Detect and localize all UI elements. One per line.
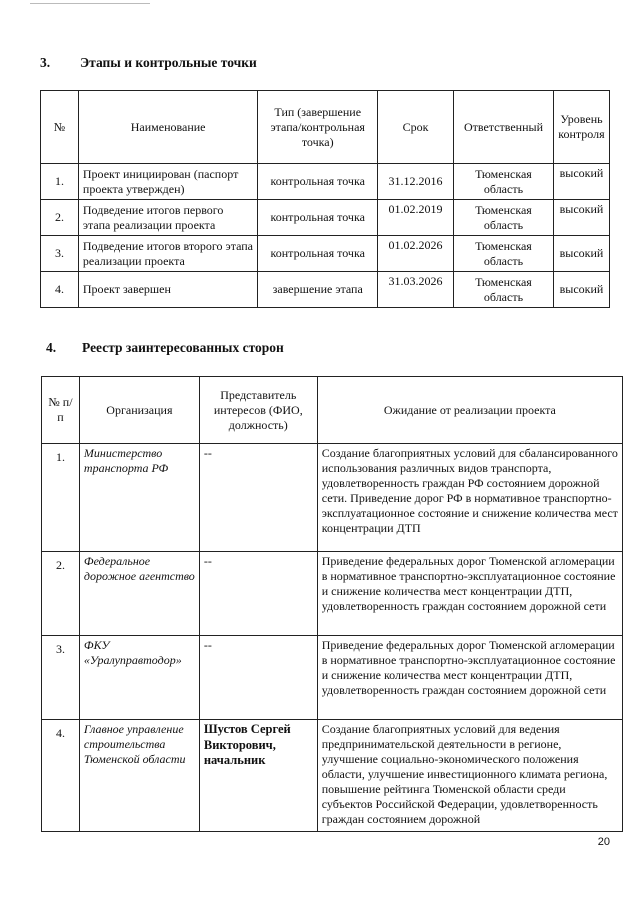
stage-name: Проект завершен — [78, 272, 257, 308]
section-4-heading — [46, 340, 284, 356]
stage-deadline: 01.02.2026 — [378, 236, 454, 272]
column-header: Ожидание от реализации проекта — [317, 377, 622, 444]
table-row — [42, 552, 623, 636]
stage-deadline: 31.03.2026 — [378, 272, 454, 308]
control-level: высокий — [553, 164, 609, 200]
expectation: Приведение федеральных дорог Тюменской агломерации в нормативное транспортно-эксплуатационное состояние и снижение количества мест концентрации ДТП, удовлетворенность граждан состоянием дорожной сети — [317, 552, 622, 636]
section-title: Реестр заинтересованных сторон — [82, 340, 284, 355]
table-row — [42, 636, 623, 720]
stage-type: контрольная точка — [258, 236, 378, 272]
representative: -- — [199, 552, 317, 636]
table-header-row — [42, 377, 623, 444]
row-number: 3. — [42, 636, 80, 720]
stage-type: завершение этапа — [258, 272, 378, 308]
column-header: Срок — [378, 91, 454, 164]
table-row — [41, 164, 610, 200]
table-row — [42, 444, 623, 552]
row-number: 4. — [42, 720, 80, 832]
column-header: Организация — [79, 377, 199, 444]
stage-deadline: 31.12.2016 — [378, 164, 454, 200]
table-row — [41, 236, 610, 272]
stage-name: Проект инициирован (паспорт проекта утвержден) — [78, 164, 257, 200]
section-number: 3. — [40, 55, 51, 70]
section-3-heading — [40, 55, 257, 71]
organization: Федеральное дорожное агентство — [79, 552, 199, 636]
row-number: 2. — [41, 200, 79, 236]
stage-type: контрольная точка — [258, 164, 378, 200]
stage-name: Подведение итогов первого этапа реализации проекта — [78, 200, 257, 236]
table-row — [41, 200, 610, 236]
stage-deadline: 01.02.2019 — [378, 200, 454, 236]
stage-name: Подведение итогов второго этапа реализации проекта — [78, 236, 257, 272]
row-number: 3. — [41, 236, 79, 272]
column-header: № п/п — [42, 377, 80, 444]
section-title: Этапы и контрольные точки — [80, 55, 257, 70]
row-number: 4. — [41, 272, 79, 308]
column-header: Уровень контроля — [553, 91, 609, 164]
control-level: высокий — [553, 272, 609, 308]
page-number: 20 — [597, 836, 610, 848]
representative: Шустов Сергей Викторович, начальник — [199, 720, 317, 832]
control-level: высокий — [553, 236, 609, 272]
row-number: 1. — [41, 164, 79, 200]
row-number: 2. — [42, 552, 80, 636]
stage-responsible: Тюменская область — [454, 200, 554, 236]
representative: -- — [199, 636, 317, 720]
expectation: Приведение федеральных дорог Тюменской агломерации в нормативное транспортно-эксплуатационное состояние и снижение количества мест концентрации ДТП, удовлетворенность граждан состоянием дорожной сети — [317, 636, 622, 720]
row-number: 1. — [42, 444, 80, 552]
column-header: № — [41, 91, 79, 164]
representative: -- — [199, 444, 317, 552]
stage-type: контрольная точка — [258, 200, 378, 236]
top-scan-mark — [30, 0, 150, 4]
stakeholders-table — [41, 376, 623, 832]
stages-table — [40, 90, 610, 308]
stage-responsible: Тюменская область — [454, 164, 554, 200]
organization: Министерство транспорта РФ — [79, 444, 199, 552]
table-header-row — [41, 91, 610, 164]
organization: Главное управление строительства Тюменской области — [79, 720, 199, 832]
expectation: Создание благоприятных условий для сбалансированного использования различных видов транспорта, удовлетворенность граждан РФ состоянием дорожной сети. Приведение дорог РФ в нормативное транспортно-эксплуатационное состояние и снижение количества мест концентрации ДТП — [317, 444, 622, 552]
table-row — [41, 272, 610, 308]
expectation: Создание благоприятных условий для ведения предпринимательской деятельности в регионе, улучшение социально-экономического положения области, улучшение инвестиционного климата региона, повышение рейтинга Тюменской области среди субъектов Российской Федерации, удовлетворенность граждан состоянием дорожной — [317, 720, 622, 832]
control-level: высокий — [553, 200, 609, 236]
organization: ФКУ «Уралуправтодор» — [79, 636, 199, 720]
section-number: 4. — [46, 340, 57, 355]
stage-responsible: Тюменская область — [454, 236, 554, 272]
column-header: Ответственный — [454, 91, 554, 164]
column-header: Тип (завершение этапа/контрольная точка) — [258, 91, 378, 164]
table-row — [42, 720, 623, 832]
column-header: Наименование — [78, 91, 257, 164]
column-header: Представитель интересов (ФИО, должность) — [199, 377, 317, 444]
stage-responsible: Тюменская область — [454, 272, 554, 308]
